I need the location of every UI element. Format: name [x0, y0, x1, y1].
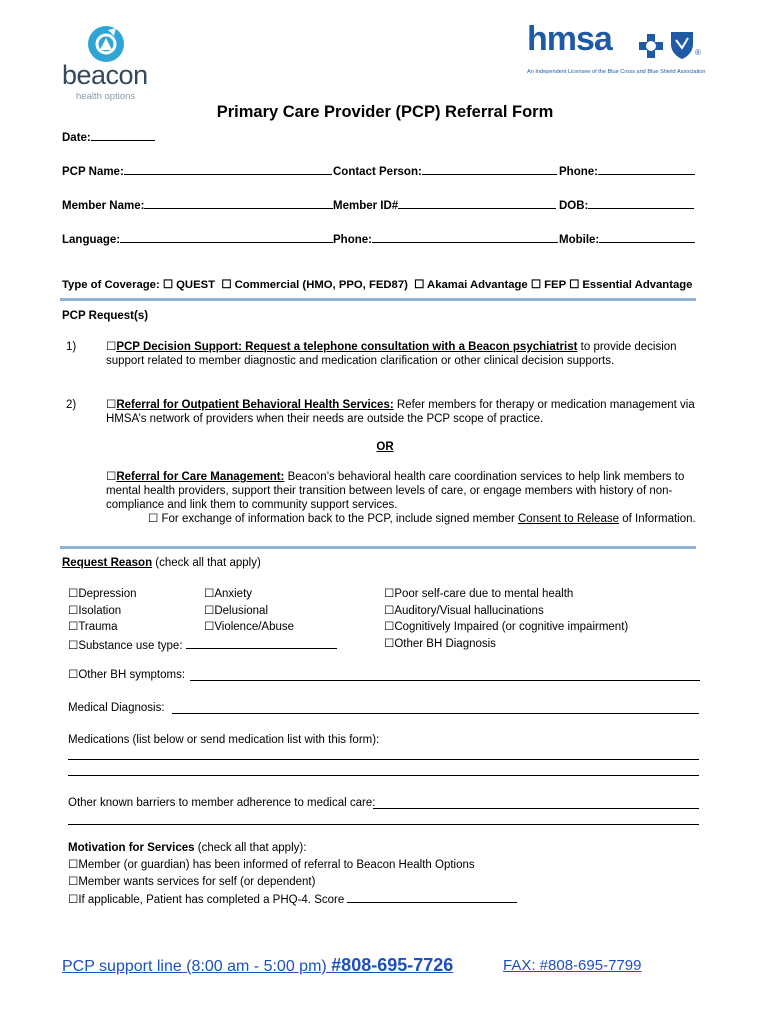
beacon-wordmark: beacon — [62, 60, 148, 90]
divider-coverage — [60, 298, 696, 301]
motivation-informed[interactable]: ☐Member (or guardian) has been informed of referral to Beacon Health Options — [68, 859, 475, 871]
page-title: Primary Care Provider (PCP) Referral Form — [216, 103, 554, 121]
date-field[interactable] — [62, 128, 155, 144]
reason-col-1 — [68, 586, 337, 654]
reason-col-3 — [384, 586, 628, 652]
requests-heading: PCP Request(s) — [62, 310, 149, 322]
reason-cognitively-impaired[interactable]: ☐Cognitively Impaired (or cognitive impairment) — [384, 621, 629, 633]
medications-label: Medications (list below or send medication list with this form): — [68, 734, 380, 746]
member-id-label: Member ID# — [333, 200, 399, 212]
coverage-quest-checkbox[interactable]: ☐ — [162, 279, 173, 291]
motivation-wants-services[interactable]: ☐Member wants services for self (or dependent) — [68, 875, 316, 888]
date-label: Date: — [62, 132, 91, 144]
coverage-row — [62, 278, 692, 291]
motivation-phq4[interactable]: ☐If applicable, Patient has completed a PHQ-4. Score — [68, 890, 517, 909]
pcp-name-field[interactable] — [62, 162, 332, 178]
hmsa-tagline: An Independent Licensee of the Blue Cross and Blue Shield Association — [527, 69, 706, 75]
request-number-1: 1) — [66, 341, 77, 353]
request-2-title: Referral for Outpatient Behavioral Health Services: — [116, 399, 394, 411]
mobile-field[interactable] — [559, 230, 695, 246]
phone-field-1[interactable] — [559, 162, 695, 178]
medications-line-1[interactable] — [68, 759, 699, 760]
reason-isolation[interactable]: ☐Isolation — [68, 604, 122, 617]
hmsa-logo — [527, 20, 707, 82]
request-1: ☐PCP Decision Support: Request a telephone consultation with a Beacon psychiatrist to provide decision support related to member diagnostic and medication clarification or other clinical decision supports. — [106, 341, 677, 367]
divider-requests — [60, 546, 696, 549]
coverage-akamai-checkbox[interactable]: ☐ — [414, 279, 425, 291]
pcp-name-label: PCP Name: — [62, 166, 124, 178]
coverage-label: Type of Coverage: — [62, 279, 160, 291]
reason-col-2 — [204, 586, 294, 636]
other-bh-symptoms-line[interactable] — [190, 680, 700, 681]
consent-to-release-link[interactable]: Consent to Release — [518, 513, 620, 525]
member-name-field[interactable] — [62, 196, 333, 212]
reason-heading: Request Reason (check all that apply) — [62, 557, 261, 569]
medications-line-2[interactable] — [68, 775, 699, 776]
mobile-label: Mobile: — [559, 234, 600, 246]
or-separator: OR — [376, 441, 394, 453]
language-label: Language: — [62, 234, 121, 246]
coverage-essential-checkbox[interactable]: ☐ — [569, 279, 580, 291]
coverage-commercial-checkbox[interactable]: ☐ — [221, 279, 232, 291]
blue-shield-icon — [669, 30, 695, 60]
request-3-title: Referral for Care Management: — [116, 471, 285, 483]
request-2: ☐Referral for Outpatient Behavioral Health Services: Refer members for therapy or medication management via HMSA’s network of providers when their needs are outside the PCP scope of practice. — [106, 399, 695, 425]
dob-field[interactable] — [559, 196, 694, 212]
beacon-logo — [62, 24, 162, 100]
coverage-quest-label: QUEST — [176, 279, 216, 291]
footer-support-line: PCP support line (8:00 am - 5:00 pm) #808-695-7726 — [62, 955, 454, 975]
coverage-essential-label: Essential Advantage — [582, 279, 693, 291]
phone-label-2: Phone: — [333, 234, 372, 246]
reason-anxiety[interactable]: ☐Anxiety — [204, 588, 253, 600]
barriers-line-1[interactable] — [373, 808, 699, 809]
barriers-line-2[interactable] — [68, 824, 699, 825]
support-phone-number[interactable]: #808-695-7726 — [331, 955, 454, 975]
reason-poor-self-care[interactable]: ☐Poor self-care due to mental health — [384, 588, 574, 600]
phone-label-1: Phone: — [559, 166, 598, 178]
contact-person-field[interactable] — [333, 162, 557, 178]
member-name-label: Member Name: — [62, 200, 145, 212]
reason-trauma[interactable]: ☐Trauma — [68, 621, 118, 633]
request-3: ☐Referral for Care Management: Beacon’s behavioral health care coordination services to help link members to mental health providers, support their transition between levels of care, or engage members with history of non- compliance and link them to community support services. ☐ For exchange of information back to the PCP, include signed member Consent to Release of Information. — [106, 471, 696, 525]
other-bh-symptoms[interactable]: ☐Other BH symptoms: — [68, 669, 186, 681]
coverage-akamai-label: Akamai Advantage — [427, 279, 528, 291]
coverage-commercial-label: Commercial (HMO, PPO, FED87) — [234, 279, 408, 291]
request-1-checkbox[interactable]: ☐ — [106, 341, 117, 353]
request-number-2: 2) — [66, 399, 77, 411]
coverage-fep-checkbox[interactable]: ☐ — [530, 279, 541, 291]
reason-delusional[interactable]: ☐Delusional — [204, 604, 269, 617]
dob-label: DOB: — [559, 200, 589, 212]
hmsa-wordmark: hmsa — [527, 20, 612, 58]
reason-hallucinations[interactable]: ☐Auditory/Visual hallucinations — [384, 604, 544, 617]
barriers-label: Other known barriers to member adherence to medical care: — [68, 797, 376, 809]
phone-field-2[interactable] — [333, 230, 558, 246]
beacon-mark-icon — [86, 24, 126, 64]
member-id-field[interactable] — [333, 196, 556, 212]
motivation-list — [68, 857, 517, 909]
request-2-checkbox[interactable]: ☐ — [106, 399, 117, 411]
coverage-fep-label: FEP — [544, 279, 566, 291]
motivation-heading: Motivation for Services (check all that apply): — [68, 842, 307, 854]
consent-checkbox[interactable]: ☐ — [148, 513, 159, 525]
hmsa-registered: ® — [695, 48, 701, 57]
beacon-subtitle: health options — [76, 91, 136, 102]
request-1-title: PCP Decision Support: Request a telephone consultation with a Beacon psychiatrist — [116, 341, 578, 353]
contact-person-label: Contact Person: — [333, 166, 422, 178]
request-3-checkbox[interactable]: ☐ — [106, 471, 117, 483]
reason-other-bh-diagnosis[interactable]: ☐Other BH Diagnosis — [384, 637, 496, 650]
blue-cross-icon — [637, 32, 665, 60]
reason-substance-use[interactable]: ☐Substance use type: — [68, 636, 337, 655]
reason-violence-abuse[interactable]: ☐Violence/Abuse — [204, 621, 295, 633]
footer-fax: FAX: #808-695-7799 — [503, 957, 642, 974]
language-field[interactable] — [62, 230, 333, 246]
medical-diagnosis-line[interactable] — [172, 713, 699, 714]
reason-depression[interactable]: ☐Depression — [68, 588, 137, 600]
medical-diagnosis-label: Medical Diagnosis: — [68, 702, 165, 714]
